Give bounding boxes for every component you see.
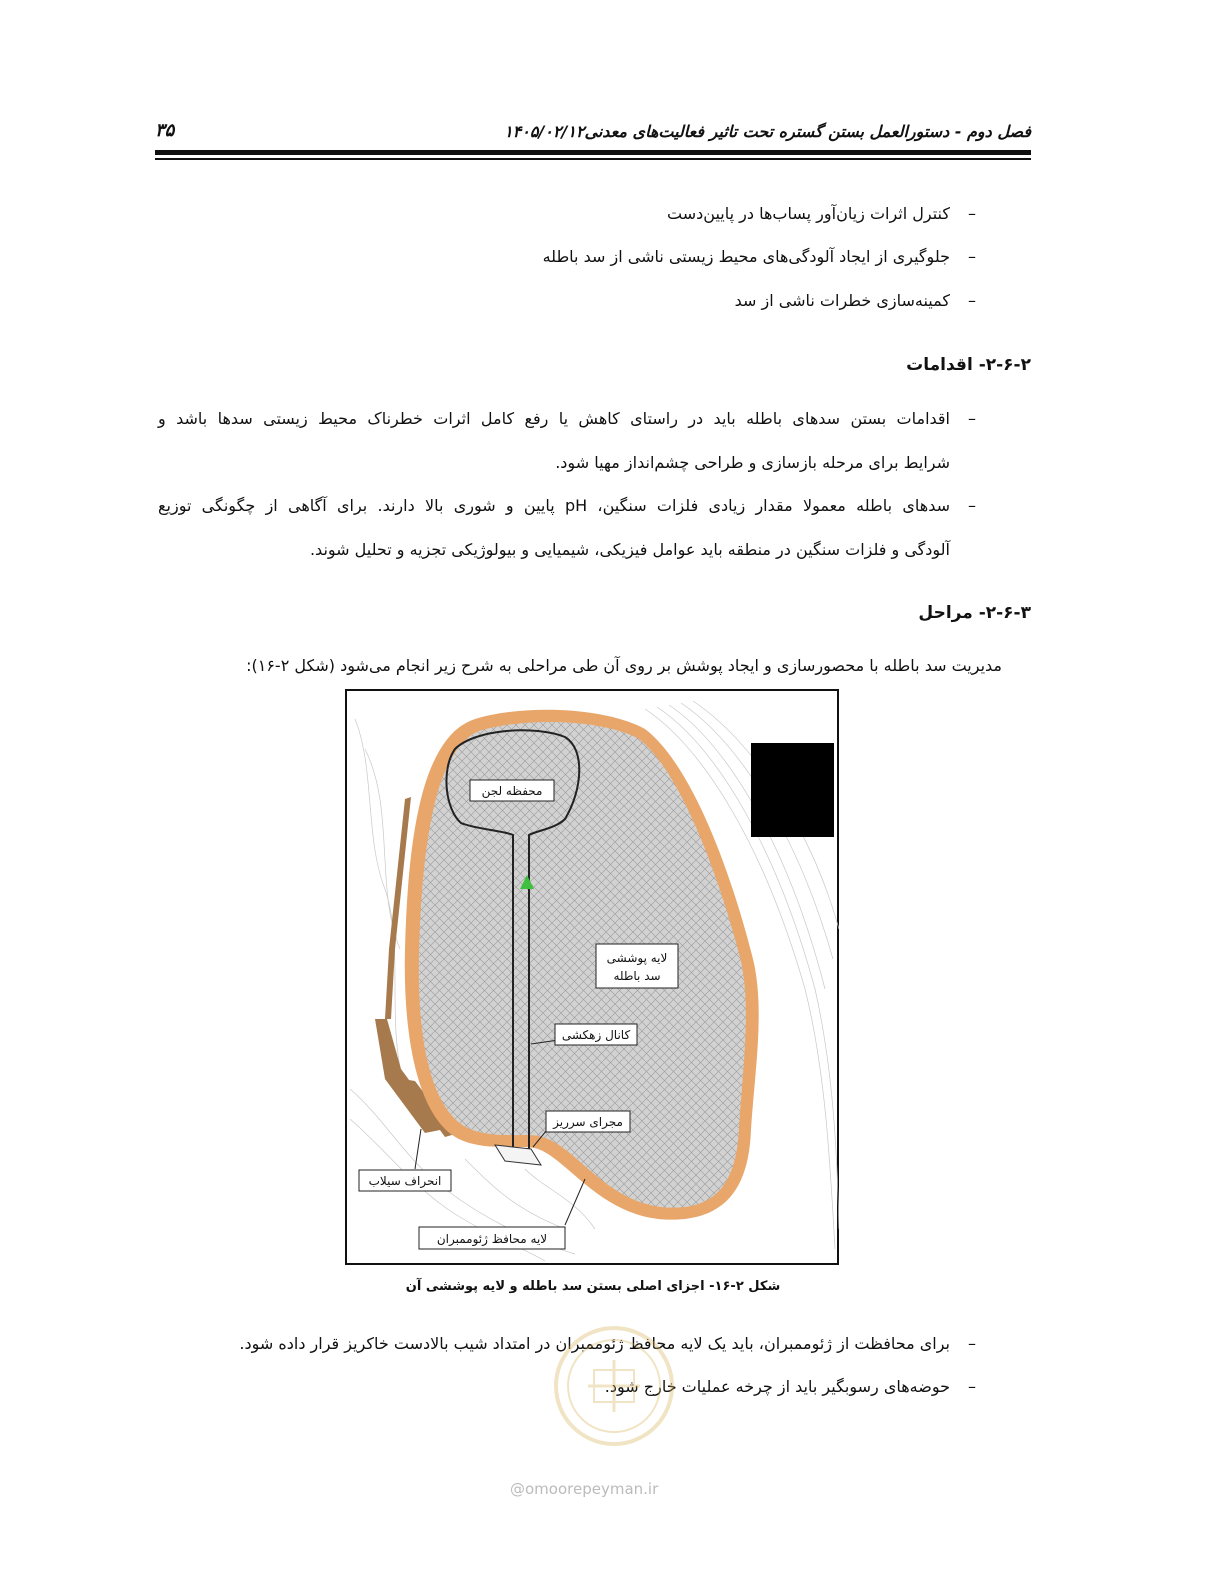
paragraph-line: اقدامات بستن سدهای باطله باید در راستای کاهش یا رفع کامل اثرات خطرناک محیط زیستی سدها باشد و — [158, 409, 950, 428]
bullet-dash: – — [968, 204, 976, 223]
label-cover-layer-line2: سد باطله — [613, 969, 661, 983]
bullet-item: کنترل اثرات زیان‌آور پساب‌ها در پایین‌دست — [667, 204, 950, 223]
bullet-item: جلوگیری از ایجاد آلودگی‌های محیط زیستی ناشی از سد باطله — [542, 247, 950, 266]
bullet-dash: – — [968, 496, 976, 515]
section-heading-actions: ۲-۶-۲- اقدامات — [906, 355, 1031, 375]
bullet-item: برای محافظت از ژئوممبران، باید یک لایه محافظ ژئوممبران در امتداد شیب بالادست خاکریز قرار داده شود. — [239, 1334, 950, 1353]
paragraph-line: شرایط برای مرحله بازسازی و طراحی چشم‌انداز مهیا شود. — [555, 453, 950, 472]
bullet-dash: – — [968, 247, 976, 266]
redaction-block — [751, 743, 834, 837]
header-rule-thin — [155, 158, 1031, 160]
page-header — [155, 116, 1031, 146]
label-spillway: مجرای سرریز — [553, 1115, 623, 1129]
label-drainage-channel: کانال زهکشی — [561, 1028, 631, 1042]
paragraph-line: سدهای باطله معمولا مقدار زیادی فلزات سنگین، pH پایین و شوری بالا دارند. برای آگاهی از چگونگی توزیع — [158, 496, 950, 515]
bullet-item: حوضه‌های رسوبگیر باید از چرخه عملیات خارج شود. — [604, 1377, 950, 1396]
label-geomembrane: لایه محافظ ژئوممبران — [436, 1232, 548, 1246]
label-cover-layer-line1: لایه پوششی — [606, 951, 668, 965]
figure-caption: شکل ۲-۱۶- اجزای اصلی بستن سد باطله و لایه پوششی آن — [405, 1279, 781, 1294]
bullet-dash: – — [968, 1334, 976, 1353]
label-sludge-pond: محفظه لجن — [481, 784, 543, 798]
section-heading-stages: ۲-۶-۳- مراحل — [918, 603, 1031, 623]
tailings-dam-figure — [345, 689, 839, 1265]
header-rule-thick — [155, 150, 1031, 155]
page-number: ۳۵ — [155, 120, 175, 141]
header-title: فصل دوم - دستورالعمل بستن گستره تحت تاثیر فعالیت‌های معدنی۱۴۰۵/۰۲/۱۲ — [504, 122, 1031, 141]
bullet-dash: – — [968, 291, 976, 310]
bullet-item: کمینه‌سازی خطرات ناشی از سد — [734, 291, 950, 310]
watermark-seal — [498, 1326, 730, 1446]
intro-paragraph: مدیریت سد باطله با محصورسازی و ایجاد پوشش بر روی آن طی مراحلی به شرح زیر انجام می‌شود (شکل ۲-۱۶): — [246, 656, 1002, 675]
bullet-dash: – — [968, 409, 976, 428]
label-flood-diversion: انحراف سیلاب — [368, 1174, 442, 1188]
paragraph-line: آلودگی و فلزات سنگین در منطقه باید عوامل فیزیکی، شیمیایی و بیولوژیکی تجزیه و تحلیل شوند. — [309, 540, 950, 559]
bullet-dash: – — [968, 1377, 976, 1396]
watermark-text: @omoorepeyman.ir — [510, 1480, 659, 1498]
